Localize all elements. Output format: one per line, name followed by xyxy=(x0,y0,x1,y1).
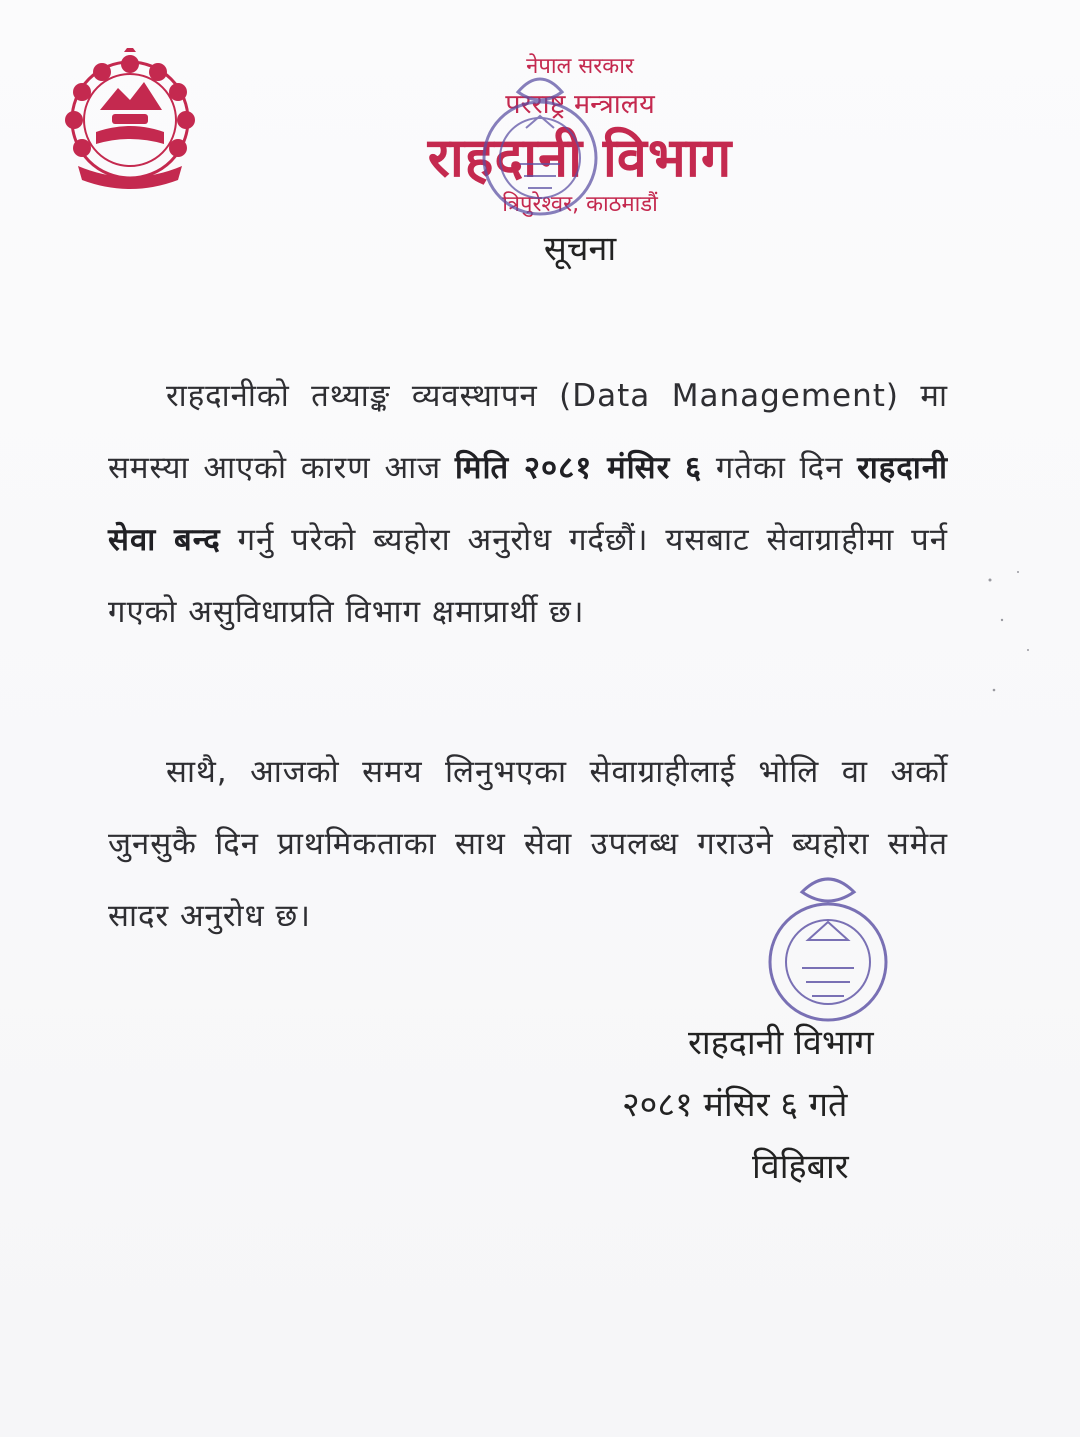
paragraph-1-text-a: राहदानीको तथ्याङ्क व्यवस्थापन (Data Management) मा समस्या आएको कारण आज xyxy=(108,378,948,486)
signature-day: विहिबार xyxy=(752,1147,849,1187)
department-seal-icon xyxy=(470,68,610,228)
paragraph-1-text-b: गतेका दिन xyxy=(702,450,858,486)
notice-paragraph-1 xyxy=(108,360,948,648)
notice-title: सूचना xyxy=(543,229,617,269)
paragraph-1-text-c: गर्नु परेको ब्यहोरा अनुरोध गर्दछौं। यसबाट सेवाग्राहीमा पर्न गएको असुविधाप्रति विभाग क्षमाप्रार्थी छ। xyxy=(108,522,948,630)
government-name: नेपाल सरकार xyxy=(526,54,634,79)
ministry-name: परराष्ट्र मन्त्रालय xyxy=(505,89,655,120)
paragraph-2-text: साथै, आजको समय लिनुभएका सेवाग्राहीलाई भोलि वा अर्को जुनसुकै दिन प्राथमिकताका साथ सेवा उपलब्ध गराउने ब्यहोरा समेत सादर अनुरोध छ। xyxy=(108,754,948,934)
signature-date: २०८१ मंसिर ६ गते xyxy=(622,1085,848,1125)
paragraph-1-date-bold: मिति २०८१ मंसिर ६ xyxy=(454,450,703,486)
department-name: राहदानी विभाग xyxy=(427,126,733,189)
paragraph-1-service-closed-bold: राहदानी सेवा बन्द xyxy=(108,450,948,558)
signature-seal-icon xyxy=(762,870,894,1030)
signature-department: राहदानी विभाग xyxy=(688,1023,874,1063)
paper-specks xyxy=(980,560,1040,720)
department-location: त्रिपुरेश्वर, काठमाडौं xyxy=(502,192,658,217)
